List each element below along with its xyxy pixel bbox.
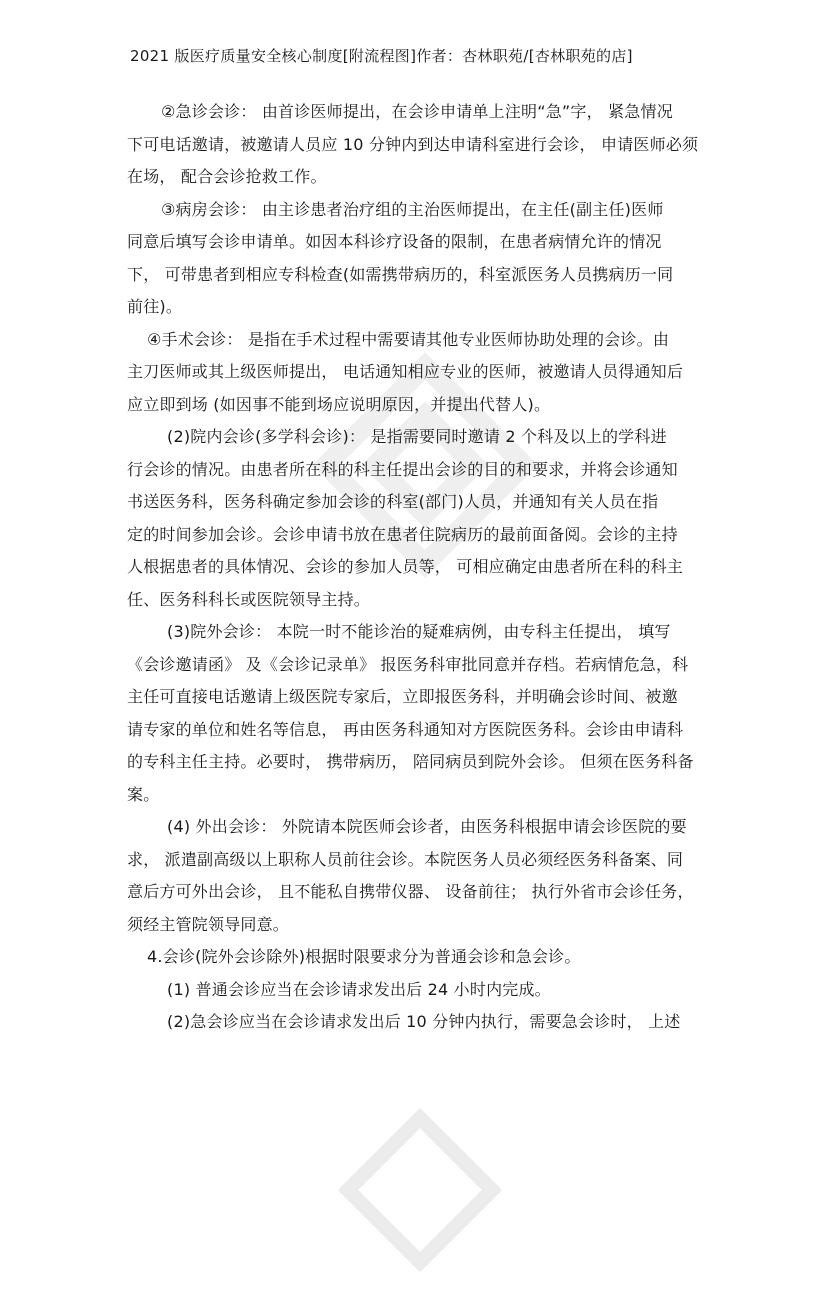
text-line: 下可电话邀请，被邀请人员应 10 分钟内到达申请科室进行会诊， 申请医师必须 (127, 134, 699, 154)
text-line: 请专家的单位和姓名等信息， 再由医务科通知对方医院医务科。会诊由申请科 (127, 719, 684, 739)
text-line: 下， 可带患者到相应专科检查(如需携带病历的，科室派医务人员携病历一同 (127, 264, 674, 284)
paragraph-surgery (127, 324, 707, 422)
text-line: 的专科主任主持。必要时， 携带病历， 陪同病员到院外会诊。 但须在医务科备 (127, 752, 694, 771)
paragraph-internal (127, 421, 707, 616)
text-line: ④手术会诊： 是指在手术过程中需要请其他专业医师协助处理的会诊。由 (147, 329, 670, 349)
paragraph-urgent (127, 1006, 707, 1039)
document-body (127, 96, 707, 1039)
text-line: (1) 普通会诊应当在会诊请求发出后 24 小时内完成。 (167, 979, 551, 999)
text-line: 在场， 配合会诊抢救工作。 (127, 167, 327, 186)
text-line: (3)院外会诊： 本院一时不能诊治的疑难病例，由专科主任提出， 填写 (167, 622, 671, 641)
text-line: 应立即到场 (如因事不能到场应说明原因，并提出代替人)。 (127, 394, 551, 414)
text-line: 求， 派遣副高级以上职称人员前往会诊。本院医务人员必须经医务科备案、同 (127, 849, 684, 869)
paragraph-normal (127, 974, 707, 1007)
text-line: 任、医务科科长或医院领导主持。 (127, 589, 371, 609)
text-line: ③病房会诊： 由主诊患者治疗组的主治医师提出，在主任(副主任)医师 (161, 199, 664, 219)
text-line: 人根据患者的具体情况、会诊的参加人员等， 可相应确定由患者所在科的科主 (127, 557, 684, 576)
text-line: 书送医务科，医务科确定参加会诊的科室(部门)人员，并通知有关人员在指 (127, 492, 659, 511)
text-line: (4) 外出会诊： 外院请本院医师会诊者，由医务科根据申请会诊医院的要 (167, 817, 687, 836)
text-line: 意后方可外出会诊， 且不能私自携带仪器、 设备前往； 执行外省市会诊任务， (127, 882, 694, 901)
text-line: 行会诊的情况。由患者所在科的科主任提出会诊的目的和要求，并将会诊通知 (127, 459, 678, 479)
text-line: 须经主管院领导同意。 (127, 914, 290, 934)
text-line: 案。 (127, 784, 160, 804)
paragraph-emergency (127, 96, 707, 194)
paragraph-external (127, 616, 707, 811)
text-line: (2)院内会诊(多学科会诊)： 是指需要同时邀请 2 个科及以上的学科进 (167, 427, 667, 446)
watermark-logo-icon-bottom (300, 1070, 540, 1310)
text-line: 主任可直接电话邀请上级医院专家后，立即报医务科，并明确会诊时间、被邀 (127, 687, 678, 706)
text-line: ②急诊会诊： 由首诊医师提出，在会诊申请单上注明“急”字， 紧急情况 (161, 102, 673, 121)
text-line: 主刀医师或其上级医师提出， 电话通知相应专业的医师，被邀请人员得通知后 (127, 362, 684, 381)
text-line: (2)急会诊应当在会诊请求发出后 10 分钟内执行，需要急会诊时， 上述 (167, 1012, 681, 1031)
text-line: 定的时间参加会诊。会诊申请书放在患者住院病历的最前面备阅。会诊的主持 (127, 524, 678, 544)
text-line: 《会诊邀请函》 及《会诊记录单》 报医务科审批同意并存档。若病情危急，科 (127, 654, 689, 674)
paragraph-timelimit (127, 941, 707, 974)
text-line: 4.会诊(院外会诊除外)根据时限要求分为普通会诊和急会诊。 (147, 947, 581, 966)
paragraph-outgoing (127, 811, 707, 941)
text-line: 同意后填写会诊申请单。如因本科诊疗设备的限制，在患者病情允许的情况 (127, 232, 662, 251)
page-header: 2021 版医疗质量安全核心制度[附流程图]作者：杏林职苑/[杏林职苑的店] (130, 47, 633, 65)
paragraph-ward (127, 194, 707, 324)
text-line: 前往)。 (127, 297, 183, 316)
